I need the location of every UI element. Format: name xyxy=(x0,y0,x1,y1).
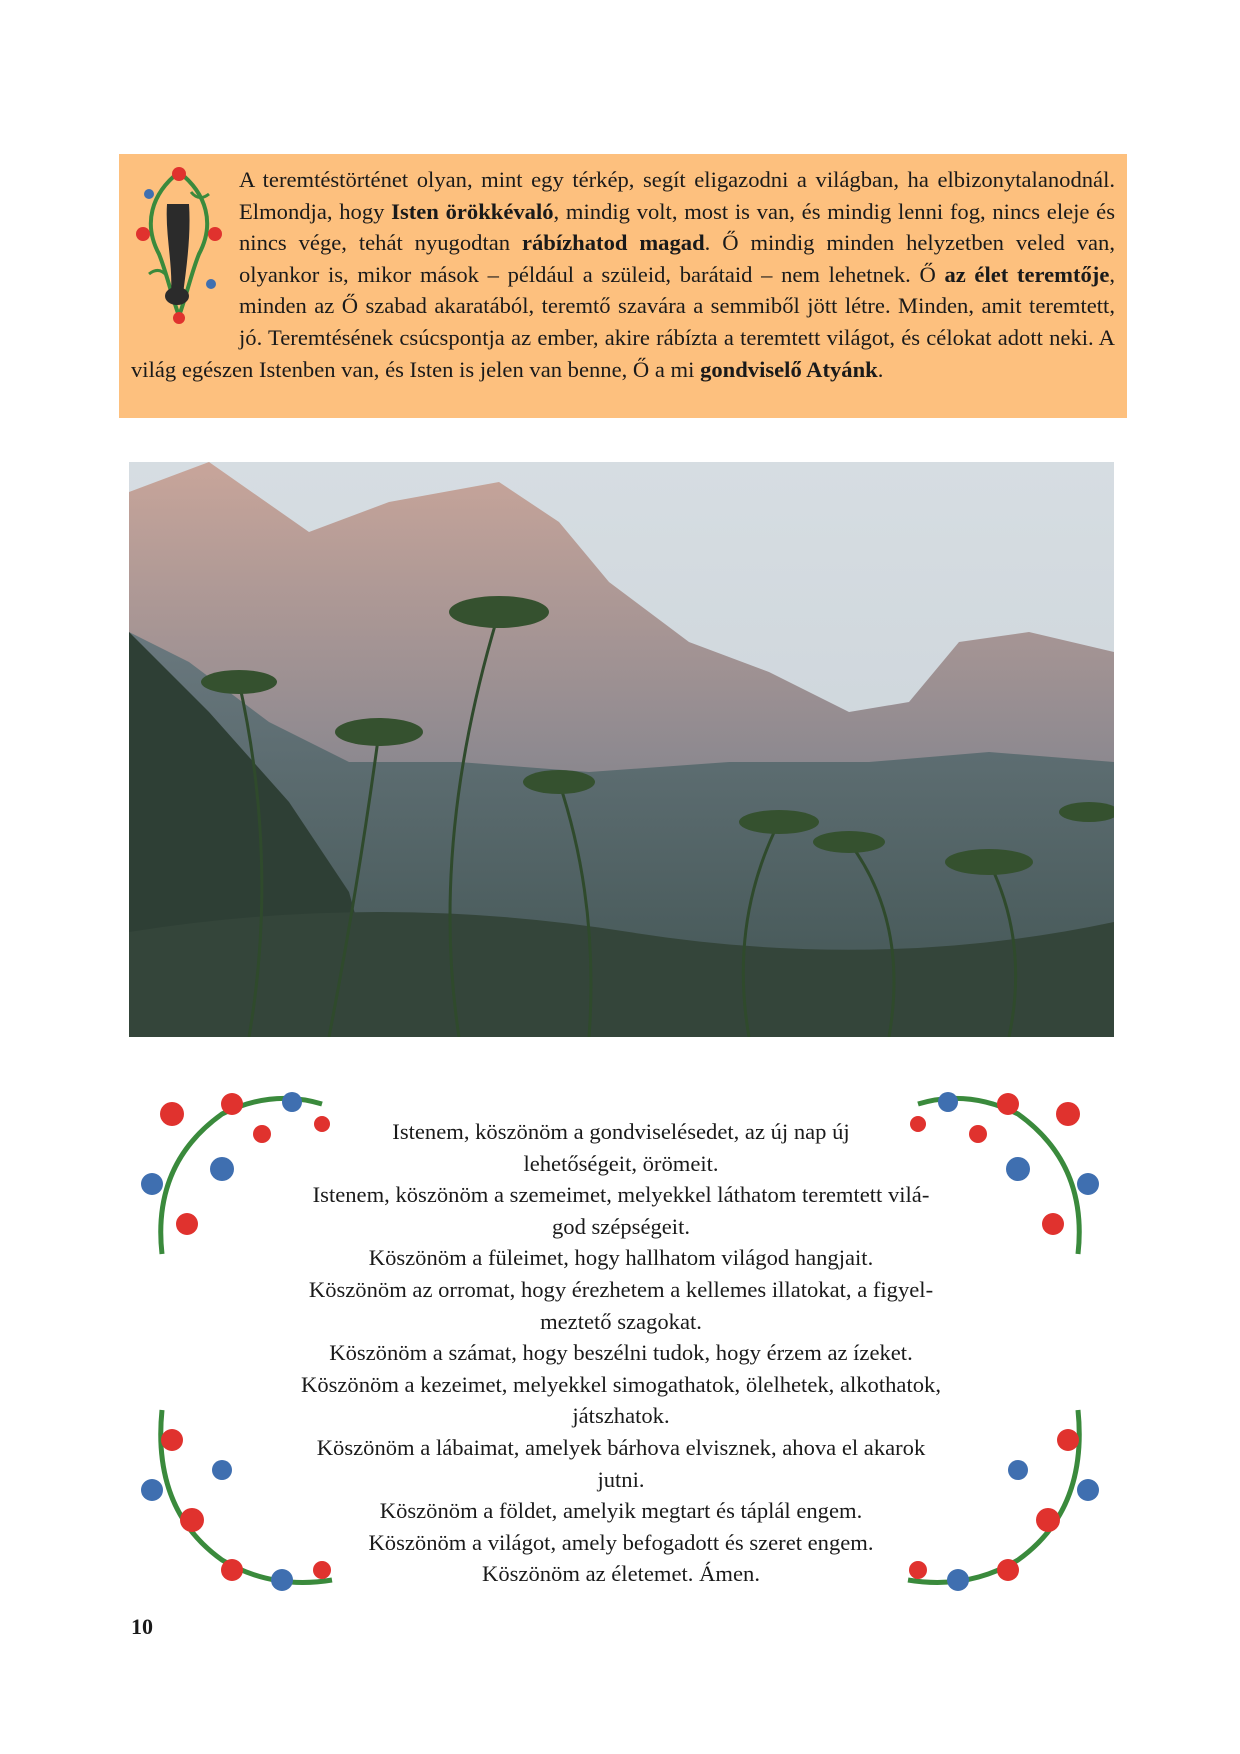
decorated-initial-a-icon xyxy=(129,164,229,324)
prayer-line: Köszönöm az orromat, hogy érezhetem a kellemes illatokat, a figyel- xyxy=(308,1276,934,1302)
emphasis-creator: az élet teremtője xyxy=(944,261,1110,287)
prayer-line: god szépségeit. xyxy=(551,1213,691,1239)
prayer-line: Köszönöm a füleimet, hogy hallhatom világod hangjait. xyxy=(368,1245,874,1271)
prayer-line: jutni. xyxy=(597,1466,645,1492)
emphasis-trust: rábízhatod magad xyxy=(521,230,705,256)
prayer-line: Istenem, köszönöm a szemeimet, melyekkel láthatom teremtett vilá- xyxy=(312,1182,930,1208)
emphasis-father: gondviselő Atyánk xyxy=(700,356,878,382)
prayer-line: Köszönöm a számat, hogy beszélni tudok, hogy érzem az ízeket. xyxy=(329,1340,913,1366)
page-number: 10 xyxy=(131,1614,153,1639)
prayer-line: Köszönöm a kezeimet, melyekkel simogathatok, ölelhetek, alkothatok, xyxy=(301,1371,941,1397)
prayer-line: meztető szagokat. xyxy=(540,1308,702,1334)
prayer-line: Köszönöm a lábaimat, amelyek bárhova elvisznek, ahova el akarok xyxy=(316,1434,926,1460)
prayer-line: Köszönöm a földet, amelyik megtart és táplál engem. xyxy=(379,1498,863,1524)
prayer-line: Köszönöm a világot, amely befogadott és szeret engem. xyxy=(368,1529,874,1555)
prayer-line: Istenem, köszönöm a gondviselésedet, az új nap új xyxy=(392,1119,850,1144)
intro-paragraph: A teremtéstörténet olyan, mint egy térkép, segít eligazodni a világban, ha elbizonytalanodnál. Elmondja, hogy Isten örökkévaló, mindig volt, most is van, és mindig lenni fog, nincs eleje és nincs vége, tehát nyugodtan rábízhatod magad. Ő mindig minden helyzetben veled van, olyankor is, mikor mások – például a szüleid, barátaid – nem lehetnek. Ő az élet teremtője, minden az Ő szabad akaratából, teremtő szavára a semmiből jött létre. Minden, amit teremtett, jó. Teremtésének csúcspontja az ember, akire rábízta a teremtett világot, és célokat adott neki. A világ egészen Istenben van, és Isten is jelen van benne, Ő a mi gondviselő Atyánk. xyxy=(131,167,1115,382)
emphasis-eternal: Isten örökkévaló xyxy=(391,198,554,224)
prayer-text xyxy=(248,1116,994,1590)
prayer-line: lehetőségeit, örömeit. xyxy=(523,1150,719,1176)
intro-text-box xyxy=(119,154,1127,418)
prayer-line: Köszönöm az életemet. Ámen. xyxy=(482,1561,760,1587)
prayer-line: játszhatok. xyxy=(572,1403,670,1429)
mountain-photo xyxy=(129,462,1114,1037)
